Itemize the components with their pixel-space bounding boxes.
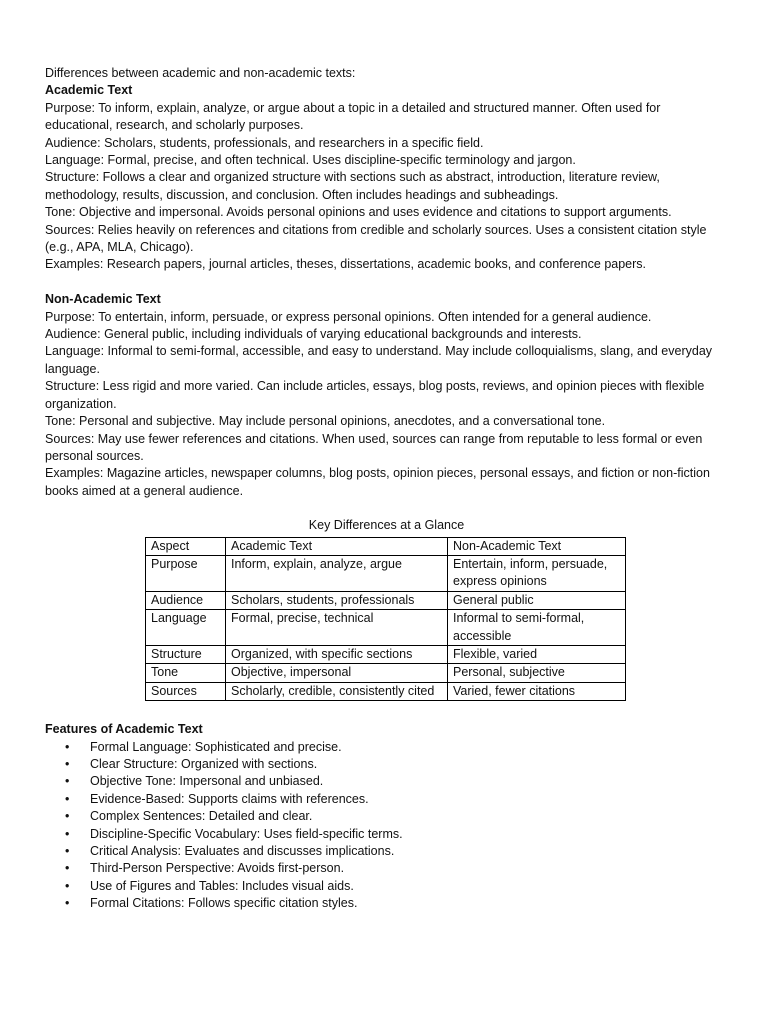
- list-item-text: Objective Tone: Impersonal and unbiased.: [90, 774, 324, 789]
- academic-line: Tone: Objective and impersonal. Avoids personal opinions and uses evidence and citations to support arguments.: [45, 205, 672, 220]
- list-item-text: Critical Analysis: Evaluates and discusses implications.: [90, 844, 395, 859]
- non-academic-section: [45, 291, 728, 500]
- non-academic-line: language.: [45, 361, 100, 376]
- bullet-icon: •: [65, 896, 70, 911]
- table-cell: Purpose: [146, 555, 226, 591]
- bullet-icon: •: [65, 861, 70, 876]
- academic-line: Sources: Relies heavily on references and citations from credible and scholarly sources. Uses a consistent citation style: [45, 222, 707, 237]
- table-cell: Objective, impersonal: [226, 664, 448, 682]
- table-cell: Sources: [146, 682, 226, 700]
- paragraph-spacer: [45, 274, 728, 291]
- list-item: [45, 756, 728, 773]
- academic-line: Structure: Follows a clear and organized structure with sections such as abstract, introduction, literature review,: [45, 170, 660, 185]
- table-row: [146, 555, 626, 591]
- list-item: [45, 826, 728, 843]
- table-cell: Flexible, varied: [448, 645, 626, 663]
- non-academic-line: Sources: May use fewer references and citations. When used, sources can range from reputable to less formal or even: [45, 431, 703, 446]
- list-item-text: Third-Person Perspective: Avoids first-person.: [90, 861, 345, 876]
- features-list: [45, 739, 728, 913]
- list-item-text: Formal Citations: Follows specific citation styles.: [90, 896, 358, 911]
- list-item: [45, 860, 728, 877]
- list-item-text: Use of Figures and Tables: Includes visual aids.: [90, 878, 354, 893]
- table-cell: Personal, subjective: [448, 664, 626, 682]
- non-academic-line: Purpose: To entertain, inform, persuade, or express personal opinions. Often intended for a general audience.: [45, 309, 652, 324]
- table-cell: Audience: [146, 591, 226, 609]
- table-cell: Scholarly, credible, consistently cited: [226, 682, 448, 700]
- list-item-text: Discipline-Specific Vocabulary: Uses field-specific terms.: [90, 826, 403, 841]
- list-item-text: Complex Sentences: Detailed and clear.: [90, 809, 313, 824]
- non-academic-line: organization.: [45, 396, 117, 411]
- table-row: [146, 664, 626, 682]
- features-heading: Features of Academic Text: [45, 722, 203, 737]
- list-item: [45, 773, 728, 790]
- table-header-cell: Non-Academic Text: [448, 537, 626, 555]
- list-item-text: Formal Language: Sophisticated and precise.: [90, 739, 342, 754]
- table-row: [146, 645, 626, 663]
- table-cell: Formal, precise, technical: [226, 610, 448, 646]
- bullet-icon: •: [65, 809, 70, 824]
- list-item-text: Clear Structure: Organized with sections.: [90, 757, 318, 772]
- non-academic-line: Tone: Personal and subjective. May include personal opinions, anecdotes, and a conversational tone.: [45, 414, 606, 429]
- table-cell: Entertain, inform, persuade, express opinions: [448, 555, 626, 591]
- table-cell: Language: [146, 610, 226, 646]
- academic-line: educational, research, and scholarly purposes.: [45, 118, 304, 133]
- table-cell: Informal to semi-formal, accessible: [448, 610, 626, 646]
- intro-line: Differences between academic and non-academic texts:: [45, 66, 356, 80]
- academic-line: Language: Formal, precise, and often technical. Uses discipline-specific terminology and jargon.: [45, 153, 576, 168]
- non-academic-line: Language: Informal to semi-formal, accessible, and easy to understand. May include colloquialisms, slang, and everyday: [45, 344, 713, 359]
- bullet-icon: •: [65, 739, 70, 754]
- list-item: [45, 843, 728, 860]
- list-item-text: Evidence-Based: Supports claims with references.: [90, 791, 369, 806]
- non-academic-heading: Non-Academic Text: [45, 292, 161, 307]
- bullet-icon: •: [65, 757, 70, 772]
- table-row: [146, 682, 626, 700]
- bullet-icon: •: [65, 878, 70, 893]
- table-row: [146, 610, 626, 646]
- list-item: [45, 791, 728, 808]
- table-cell: Organized, with specific sections: [226, 645, 448, 663]
- academic-line: methodology, results, discussion, and conclusion. Often includes headings and subheadings.: [45, 187, 559, 202]
- list-item: [45, 739, 728, 756]
- non-academic-line: Examples: Magazine articles, newspaper columns, blog posts, opinion pieces, personal essays, and fiction or non-fiction: [45, 466, 710, 481]
- bullet-icon: •: [65, 826, 70, 841]
- table-cell: Inform, explain, analyze, argue: [226, 555, 448, 591]
- non-academic-line: Structure: Less rigid and more varied. Can include articles, essays, blog posts, reviews, and opinion pieces with flexible: [45, 379, 705, 394]
- table-header-cell: Academic Text: [226, 537, 448, 555]
- academic-heading: Academic Text: [45, 83, 133, 98]
- table-cell: Tone: [146, 664, 226, 682]
- non-academic-line: personal sources.: [45, 448, 144, 463]
- academic-line: Purpose: To inform, explain, analyze, or argue about a topic in a detailed and structured manner. Often used for: [45, 100, 661, 115]
- non-academic-line: books aimed at a general audience.: [45, 483, 244, 498]
- academic-section: [45, 82, 728, 273]
- list-item: [45, 808, 728, 825]
- table-cell: General public: [448, 591, 626, 609]
- academic-line: Examples: Research papers, journal articles, theses, dissertations, academic books, and conference papers.: [45, 257, 647, 272]
- list-item: [45, 895, 728, 912]
- list-item: [45, 878, 728, 895]
- table-header-row: [146, 537, 626, 555]
- table-cell: Varied, fewer citations: [448, 682, 626, 700]
- differences-table: [145, 537, 626, 702]
- non-academic-line: Audience: General public, including individuals of varying educational backgrounds and interests.: [45, 327, 582, 342]
- table-cell: Structure: [146, 645, 226, 663]
- table-caption: Key Differences at a Glance: [308, 518, 465, 533]
- table-row: [146, 591, 626, 609]
- academic-line: Audience: Scholars, students, professionals, and researchers in a specific field.: [45, 135, 484, 150]
- academic-line: (e.g., APA, MLA, Chicago).: [45, 240, 194, 255]
- bullet-icon: •: [65, 774, 70, 789]
- bullet-icon: •: [65, 844, 70, 859]
- table-header-cell: Aspect: [146, 537, 226, 555]
- bullet-icon: •: [65, 791, 70, 806]
- table-cell: Scholars, students, professionals: [226, 591, 448, 609]
